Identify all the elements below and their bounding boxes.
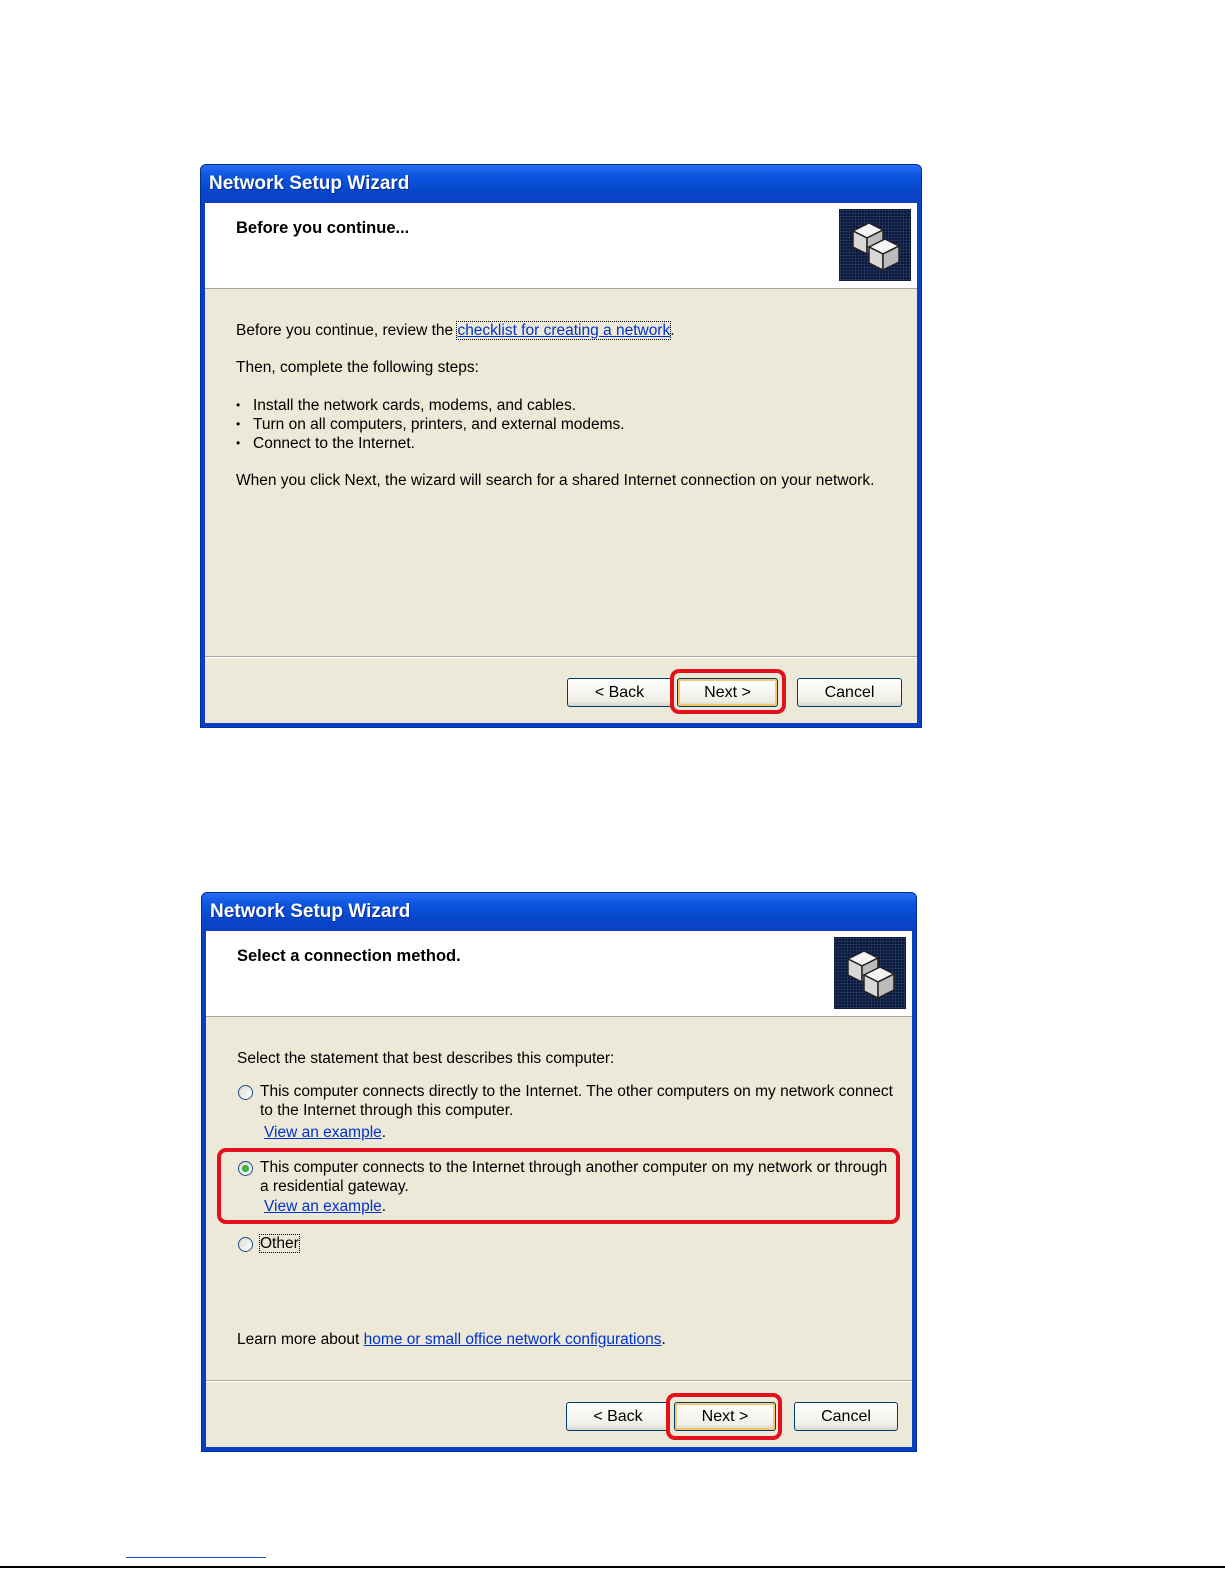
footer-line xyxy=(0,1566,1225,1568)
next-button-label: Next > xyxy=(704,683,751,701)
back-button[interactable] xyxy=(566,1402,670,1431)
window-title: Network Setup Wizard xyxy=(201,165,921,203)
wizard-header xyxy=(206,931,912,1017)
button-separator xyxy=(205,656,917,658)
window-title: Network Setup Wizard xyxy=(202,893,916,931)
list-item: • Connect to the Internet. xyxy=(236,434,625,453)
learn-suffix: . xyxy=(661,1331,666,1348)
network-setup-wizard-window-2 xyxy=(201,892,917,1452)
option-other-label[interactable]: Other xyxy=(260,1235,299,1252)
option-direct-connection xyxy=(260,1082,893,1142)
page-title: Before you continue... xyxy=(236,219,410,237)
wizard-client-area xyxy=(205,203,917,723)
view-example-link[interactable]: View an example xyxy=(264,1198,382,1215)
next-button[interactable] xyxy=(677,678,778,707)
network-setup-wizard-window-1 xyxy=(200,164,922,728)
back-button[interactable] xyxy=(567,678,672,707)
view-example-link[interactable]: View an example xyxy=(264,1124,382,1141)
network-computers-icon xyxy=(839,209,911,281)
learn-more-text xyxy=(237,1330,666,1349)
intro-text xyxy=(236,321,675,340)
page-title: Select a connection method. xyxy=(237,947,461,965)
prompt-text: Select the statement that best describes this computer: xyxy=(237,1050,615,1067)
cancel-button[interactable] xyxy=(797,678,902,707)
steps-list xyxy=(236,396,625,453)
link-suffix: . xyxy=(381,1124,387,1141)
option-line: a residential gateway. xyxy=(260,1178,409,1195)
cancel-button-label: Cancel xyxy=(821,1407,871,1425)
back-button-label: < Back xyxy=(593,1407,643,1425)
intro-prefix: Before you continue, review the xyxy=(236,322,458,339)
option-line: This computer connects to the Internet through another computer on my network or through xyxy=(260,1159,888,1176)
cancel-button-label: Cancel xyxy=(824,683,875,701)
radio-other[interactable] xyxy=(238,1237,253,1252)
next-info-text: When you click Next, the wizard will search for a shared Internet connection on your network. xyxy=(236,472,875,489)
intro-suffix: . xyxy=(670,322,675,339)
option-line: This computer connects directly to the Internet. The other computers on my network connect xyxy=(260,1083,893,1100)
wizard-header xyxy=(205,203,917,289)
next-button-label: Next > xyxy=(701,1407,749,1425)
option-other xyxy=(260,1234,299,1253)
button-separator xyxy=(206,1380,912,1382)
footer-rule xyxy=(126,1557,266,1558)
radio-direct-connection[interactable] xyxy=(238,1085,253,1100)
cancel-button[interactable] xyxy=(794,1402,898,1431)
option-through-another-computer xyxy=(260,1158,887,1216)
next-button[interactable] xyxy=(674,1402,776,1431)
back-button-label: < Back xyxy=(594,683,645,701)
network-computers-icon xyxy=(834,937,906,1009)
network-configurations-link[interactable]: home or small office network configurations xyxy=(363,1331,662,1348)
option-line: to the Internet through this computer. xyxy=(260,1102,514,1119)
list-item: • Install the network cards, modems, and cables. xyxy=(236,396,625,415)
then-text: Then, complete the following steps: xyxy=(236,359,479,376)
list-item: • Turn on all computers, printers, and external modems. xyxy=(236,415,625,434)
radio-through-another-computer[interactable] xyxy=(238,1161,253,1176)
link-suffix: . xyxy=(381,1198,387,1215)
checklist-link[interactable]: checklist for creating a network xyxy=(457,322,671,339)
learn-prefix: Learn more about xyxy=(237,1331,364,1348)
wizard-client-area xyxy=(206,931,912,1447)
